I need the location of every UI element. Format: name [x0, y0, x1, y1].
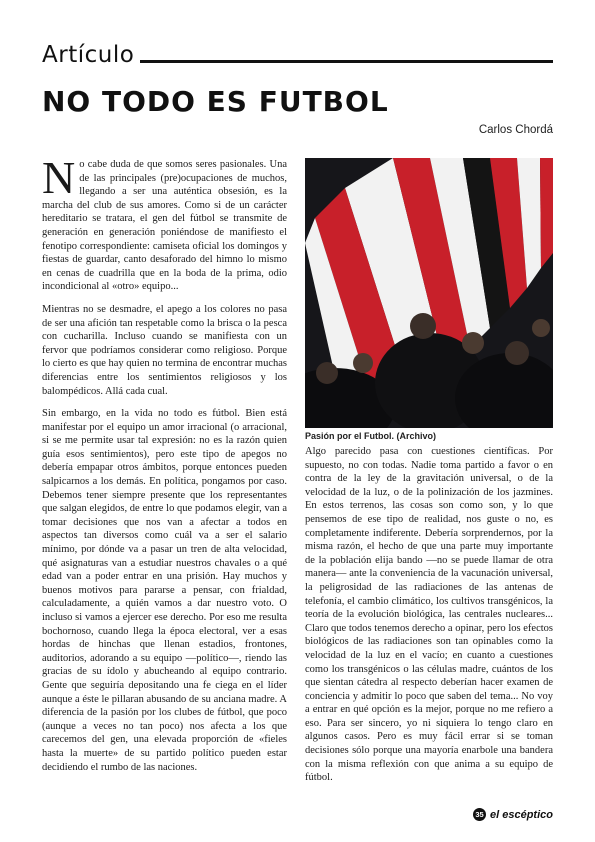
article-paragraph-4: Algo parecido pasa con cuestiones científicas. Por supuesto, no con todas. Nadie toma partido a favor o en contra de la ley de la gravitación universal, o de la velocidad de la luz, o de la polinización de los jazmines. En estos terrenos, las cosas son como son, y lo que pensemos de ese tipo de realidad, nos guste o no, es completamente indiferente. Debería sorprendernos, por la misma razón, el hecho de que una parte muy importante de la población elija bando —no se puede llamar de otra manera— ante la conveniencia de la vacunación universal, la peligrosidad de las radiaciones de las antenas de telefonía, el cambio climático, los cultivos transgénicos, la teoría de la evolución biológica, las centrales nucleares... Claro que todos tenemos derecho a opinar, pero los efectos biológicos de las radiaciones son tan opinables como la velocidad de la luz en el vacío; en cuanto a cuestiones como los transgénicos o las células madre, cuántos de los que sientan cátedra al respecto deberían hacer examen de conciencia y admitir lo poco que saben del tema... No voy a entrar en qué opción es la mejor, porque no me refiero a eso. Para ser sincero, yo ni siquiera lo tengo claro en algunos casos. Pero es muy fácil errar si se toman decisiones sólo porque una mayoría enarbole una bandera con la misma reflexión con que anima a su equipo de fútbol. [305, 446, 553, 784]
article-paragraph-3: Sin embargo, en la vida no todo es fútbol. Bien está manifestar por el equipo un amor irracional (o arracional, si se me permite usar tal expresión: no es la razón quien guía esos sentimientos), pero este tipo de apegos no debería empapar otros ámbitos, porque entonces pueden salpicarnos a los demás. En política, pongamos por caso. Debemos tener siempre presente que los representantes que salgan elegidos, de entre lo que podamos elegir, van a tomar decisiones que nos van a afectar a todos en aspectos tan diversos como cuál va a ser el salario mínimo, por dónde va a pasar un tren de alta velocidad, qué asignaturas van a estudiar nuestros chavales o a qué edad van a poder entrar en una prisión. Hay muchos y buenos motivos para pararse a pensar, con frialdad, calculadamente, a quién vamos a dar nuestro voto. O incluso si vamos a ejercer ese derecho. Por eso me resulta bochornoso, cuando llega la época electoral, ver a esas hordas de hinchas que llenan estadios, frontones, auditorios, adorando a su equipo —político—, riendo las gracias de su ídolo y abucheando al equipo contrario. Gente que seguiría depositando una fe ciega en el líder aunque a éste le pillaran abusando de su anciana madre. A diferencia de la pasión por los clubes de fútbol, que poco (aunque a veces no tan poco) nos afecta a los que carecemos del gen, una elevada proporción de «fieles hasta la muerte» de su partido político pueden estar decidiendo el rumbo de las naciones. [42, 408, 287, 773]
article-photo [305, 158, 553, 428]
paragraph-1-text: o cabe duda de que somos seres pasionales. Una de las principales (pre)ocupaciones de muchos, llegando a ser una auténtica obsesión, es la marcha del club de sus amores. Como si de un carácter hereditario se tratara, el gen del fútbol se transmite de generación en generación poniéndose de manifiesto el fenotipo correspondiente: camiseta oficial los domingos y fiestas de guardar, canto desaforado del himno lo mismo en cenas de cuadrilla que en la boda de la prima, odio incondicional al «otro» equipo... [42, 159, 287, 293]
article-title: NO TODO ES FUTBOL [42, 85, 389, 118]
section-label: Artículo [42, 42, 135, 68]
article-column-right [305, 445, 553, 805]
section-rule [140, 60, 553, 63]
article-paragraph-2: Mientras no se desmadre, el apego a los colores no pasa de ser una afición tan respetable como la brisca o la pesca con cucharilla. Incluso cuando se manifiesta con un fervor que podríamos considerar como religioso. Porque lo cierto es que hay quien no termina de encontrar muchas diferencias entre los sentimientos religiosos y los balompédicos. Allá cada cual. [42, 303, 287, 397]
magazine-name: el escéptico [490, 808, 553, 821]
photo-caption: Pasión por el Futbol. (Archivo) [305, 431, 437, 441]
article-paragraph-1 [42, 158, 287, 294]
fans-flag-photo [305, 158, 553, 428]
article-column-left [42, 158, 287, 814]
drop-cap: N [42, 158, 76, 203]
article-author: Carlos Chordá [478, 124, 553, 136]
page-footer [473, 808, 553, 821]
page-number: 35 [473, 808, 486, 821]
